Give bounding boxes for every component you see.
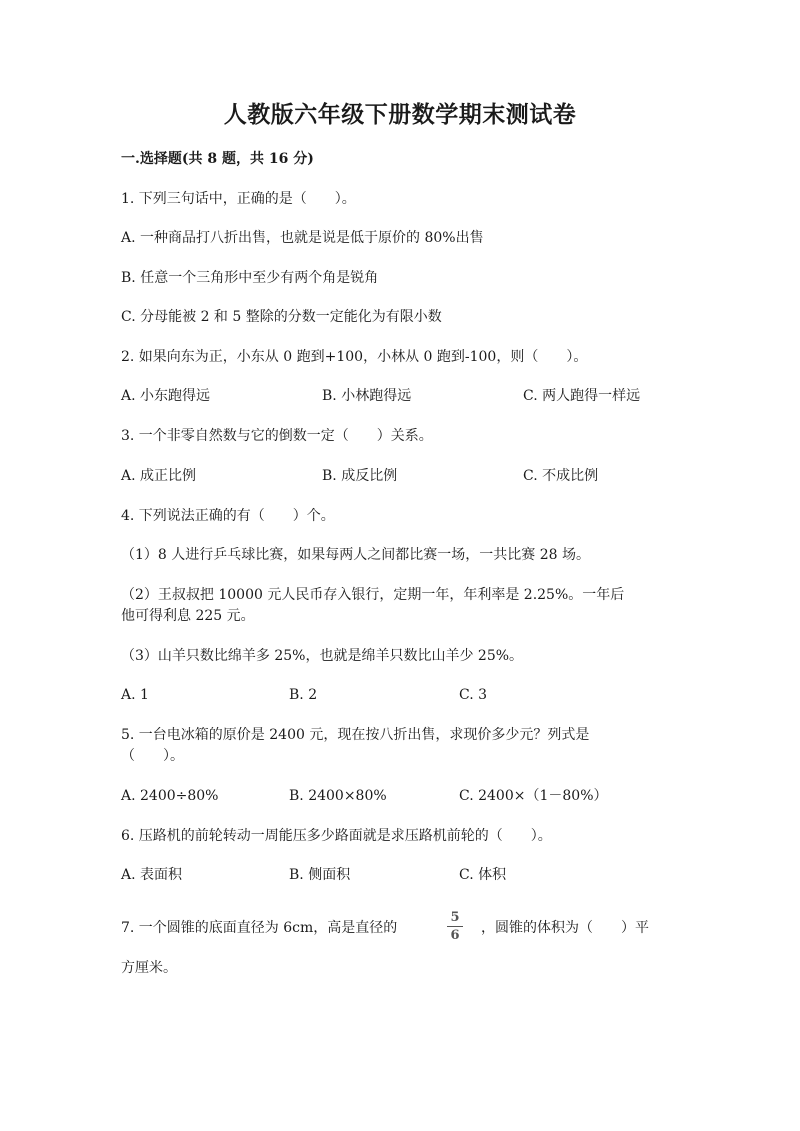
question-2-option-c: C. 两人跑得一样远: [523, 388, 641, 404]
question-3-stem: 3. 一个非零自然数与它的倒数一定（ ）关系。: [121, 428, 433, 444]
question-4-option-b: B. 2: [289, 687, 318, 703]
question-3-option-a: A. 成正比例: [121, 468, 197, 484]
question-6-option-b: B. 侧面积: [289, 867, 351, 883]
question-5-stem: 5. 一台电冰箱的原价是 2400 元，现在按八折出售，求现价多少元？列式是: [121, 727, 590, 743]
question-5-option-c: C. 2400×（1－80%）: [459, 788, 608, 804]
section-heading: 一.选择题(共 8 题，共 16 分): [121, 151, 314, 167]
question-6-option-c: C. 体积: [459, 867, 507, 883]
question-1-option-c: C. 分母能被 2 和 5 整除的分数一定能化为有限小数: [121, 309, 442, 325]
question-5-option-a: A. 2400÷80%: [121, 788, 219, 804]
question-4-option-a: A. 1: [121, 687, 149, 703]
question-7-stem-cont: 方厘米。: [121, 960, 177, 976]
question-6-stem: 6. 压路机的前轮转动一周能压多少路面就是求压路机前轮的（ ）。: [121, 828, 552, 844]
question-3-option-c: C. 不成比例: [523, 468, 599, 484]
question-4-option-c: C. 3: [459, 687, 488, 703]
question-5-stem-cont: （ ）。: [121, 748, 184, 764]
question-5-option-b: B. 2400×80%: [289, 788, 387, 804]
question-7-stem-part1: 7. 一个圆锥的底面直径为 6cm，高是直径的: [121, 920, 398, 936]
question-2-stem: 2. 如果向东为正，小东从 0 跑到+100，小林从 0 跑到-100，则（ ）。: [121, 349, 588, 365]
page-title: 人教版六年级下册数学期末测试卷: [223, 101, 577, 128]
question-7-stem-part2: ，圆锥的体积为（ ）平: [481, 920, 649, 936]
fraction: [444, 910, 466, 943]
question-4-statement-1: （1）8 人进行乒乓球比赛，如果每两人之间都比赛一场，一共比赛 28 场。: [121, 547, 590, 563]
fraction-numerator: 5: [450, 910, 460, 925]
question-2-option-b: B. 小林跑得远: [322, 388, 412, 404]
question-4-statement-2-cont: 他可得利息 225 元。: [121, 608, 255, 624]
question-1-option-a: A. 一种商品打八折出售，也就是说是低于原价的 80%出售: [121, 230, 484, 246]
question-1-stem: 1. 下列三句话中，正确的是（ ）。: [121, 191, 356, 207]
question-1-option-b: B. 任意一个三角形中至少有两个角是锐角: [121, 270, 379, 286]
question-4-stem: 4. 下列说法正确的有（ ）个。: [121, 508, 335, 524]
question-6-option-a: A. 表面积: [121, 867, 183, 883]
fraction-bar: [447, 926, 463, 927]
question-4-statement-3: （3）山羊只数比绵羊多 25%，也就是绵羊只数比山羊少 25%。: [121, 648, 524, 664]
question-4-statement-2: （2）王叔叔把 10000 元人民币存入银行，定期一年，年利率是 2.25%。一年后: [121, 587, 625, 603]
question-3-option-b: B. 成反比例: [322, 468, 398, 484]
fraction-denominator: 6: [450, 928, 460, 943]
question-2-option-a: A. 小东跑得远: [121, 388, 211, 404]
